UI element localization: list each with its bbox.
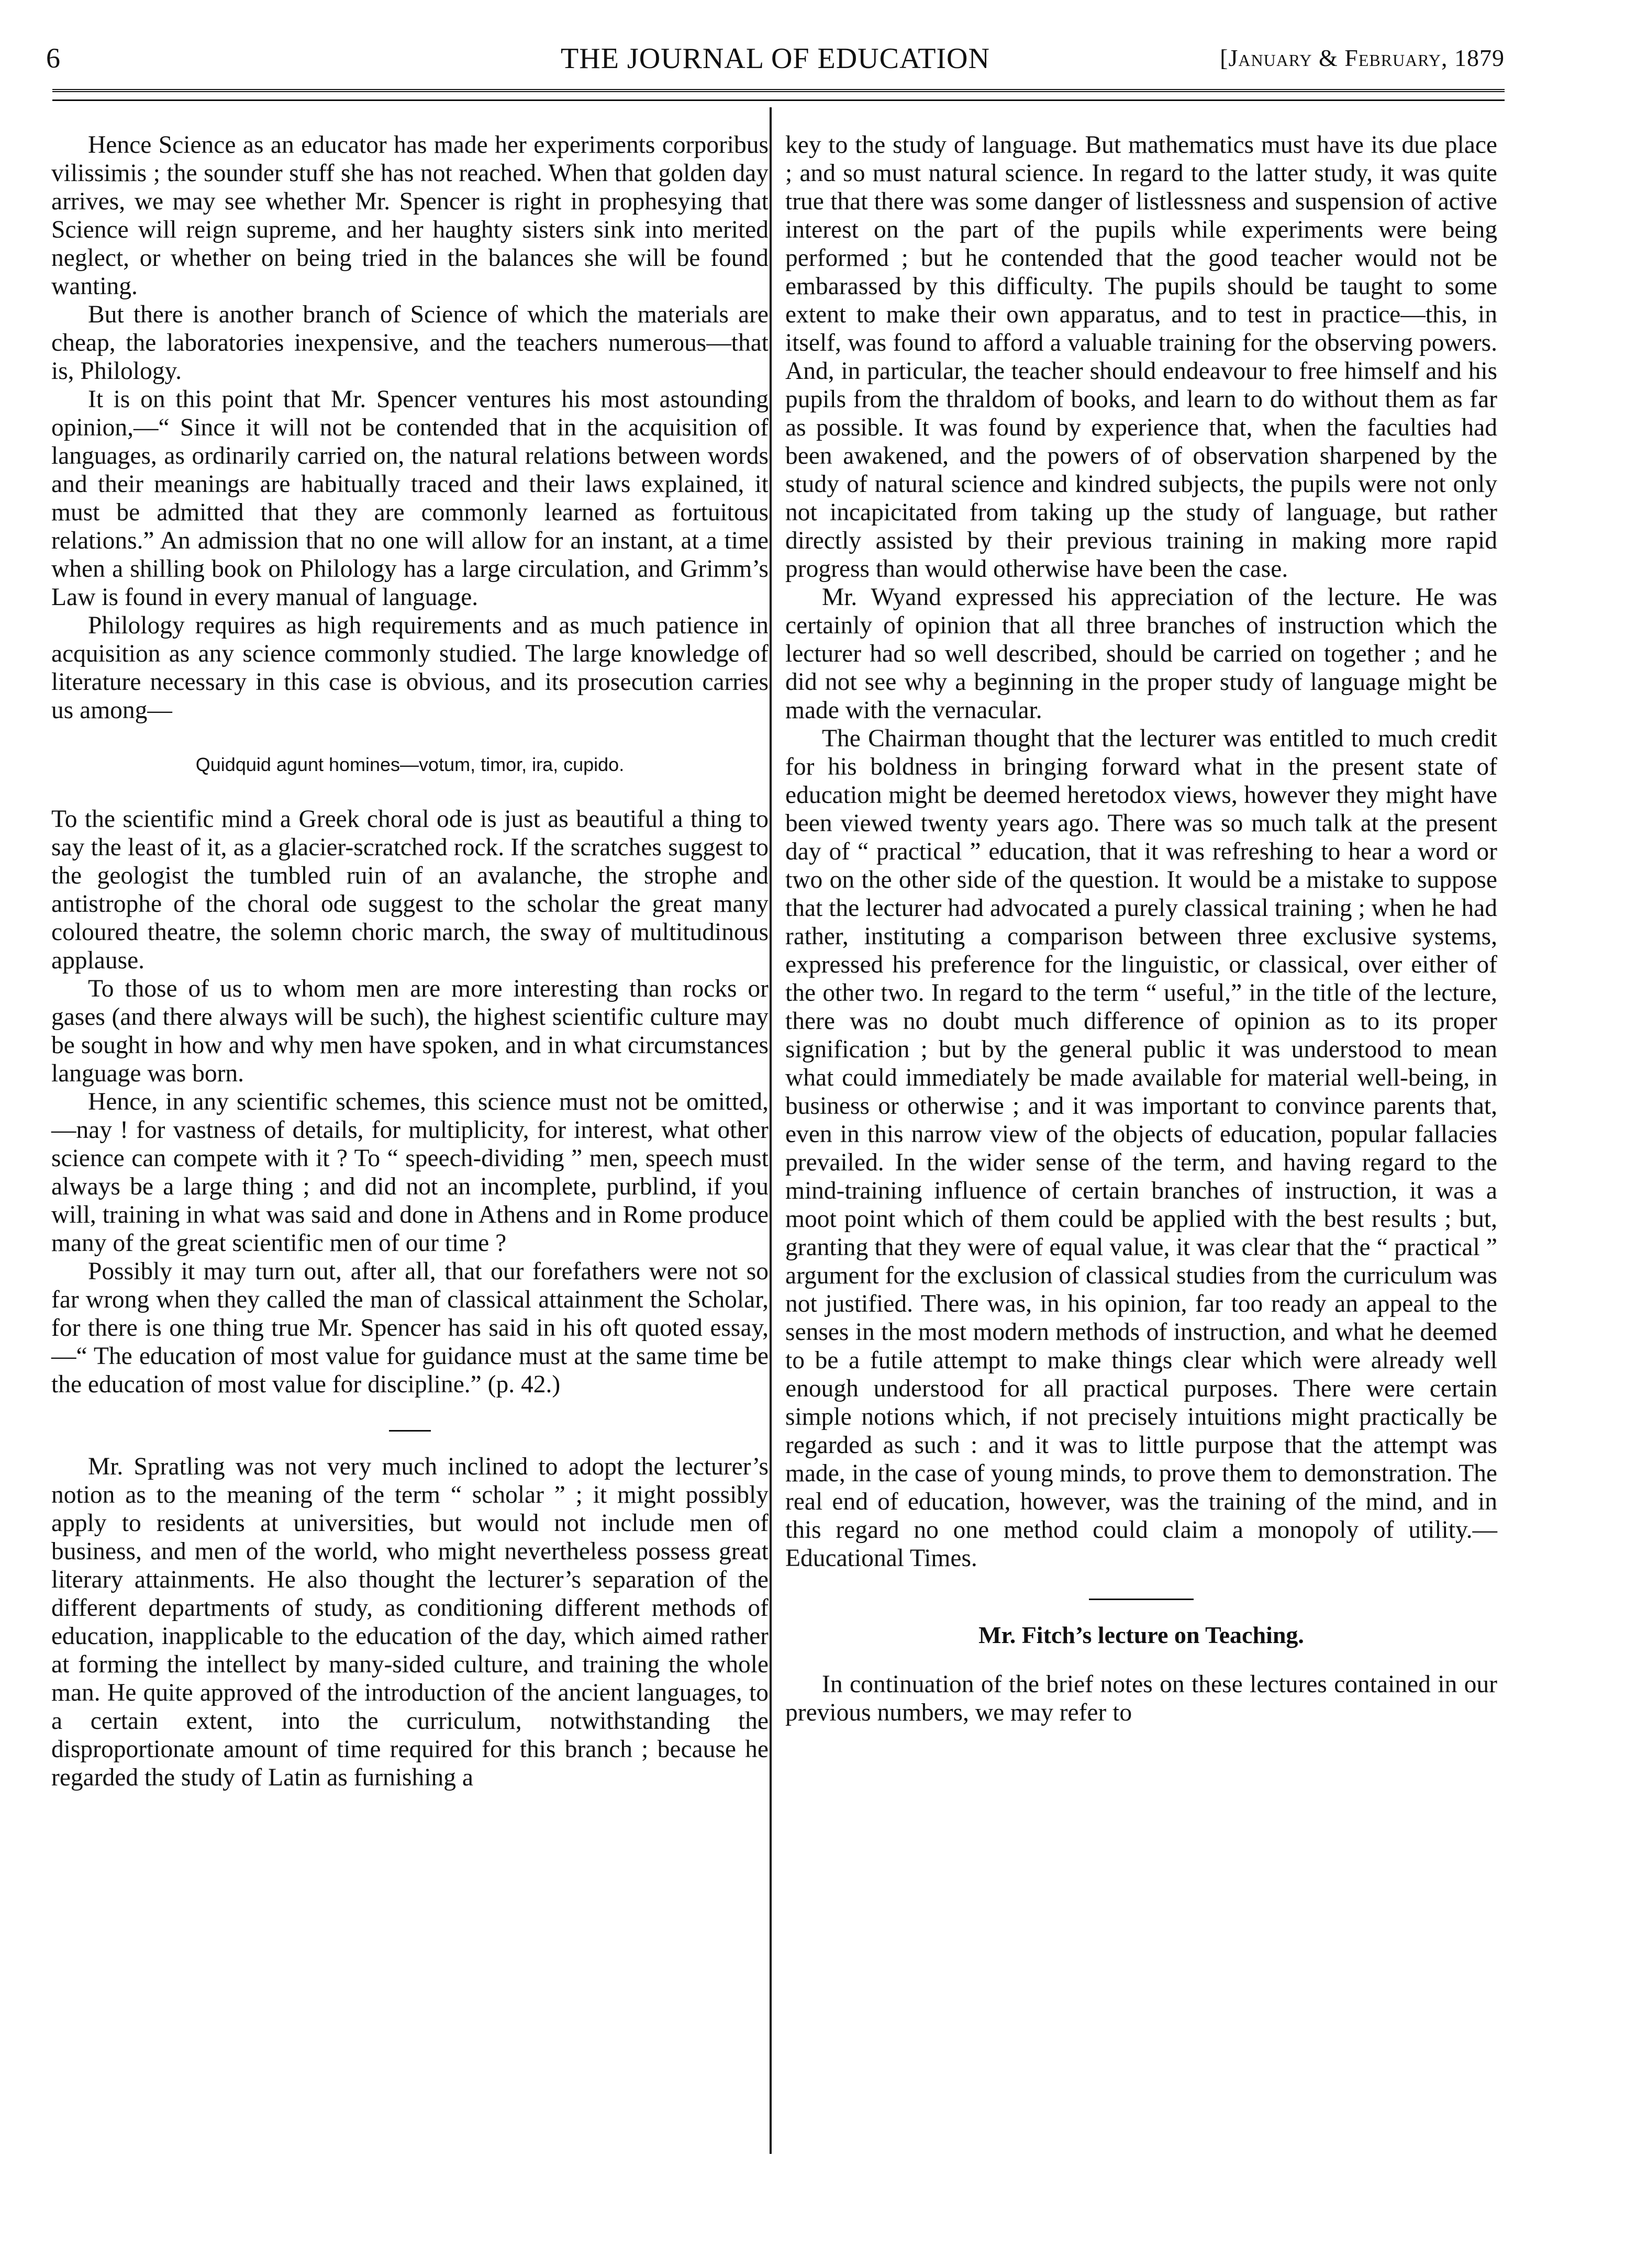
header-rule-secondary bbox=[52, 99, 1505, 101]
page-header bbox=[46, 42, 1505, 84]
section-heading: Mr. Fitch’s lecture on Teaching. bbox=[978, 1622, 1304, 1648]
paragraph: Possibly it may turn out, after all, that our forefathers were not so far wrong when they called the man of classical attainment the Scholar, for there is one thing true Mr. Spencer has said in his oft quoted essay,—“ The education of most value for guidance must at the same time be the education of most value for discipline.” (p. 42.) bbox=[51, 1258, 769, 1398]
paragraph: To those of us to whom men are more interesting than rocks or gases (and there always will be such), the highest scientific culture may be sought in how and why men have spoken, and in what circumstances language was born. bbox=[51, 975, 769, 1087]
paragraph: Hence, in any scientific schemes, this science must not be omitted,—nay ! for vastness of details, for multiplicity, for interest, what other science can compete with it ? To “ speech-dividing ” men, speech must always be a large thing ; and did not an incomplete, purblind, if you will, training in what was said and done in Athens and in Rome produce many of the great scientific men of our time ? bbox=[51, 1088, 769, 1257]
paragraph: key to the study of language. But mathematics must have its due place ; and so must natural science. In regard to the latter study, it was quite true that there was some danger of listlessness and suspension of active interest on the part of the pupils while experiments were being performed ; but he contended that the good teacher would not be embarassed by this difficulty. The pupils should be taught to some extent to make their own apparatus, and to test in practice—this, in itself, was found to afford a valuable training for the observing powers. And, in particular, the teacher should endeavour to free himself and his pupils from the thraldom of books, and learn to do without them as far as possible. It was found by experience that, when the faculties had been awakened, and the powers of of observation sharpened by the study of natural science and kindred subjects, the pupils were not only not incapicitated from taking up the study of language, but rather directly assisted by their previous training in making more rapid progress than would otherwise have been the case. bbox=[785, 131, 1497, 583]
section-separator bbox=[389, 1430, 431, 1432]
right-column bbox=[785, 131, 1497, 1727]
section-separator bbox=[1089, 1599, 1194, 1600]
paragraph: Mr. Spratling was not very much inclined to adopt the lecturer’s notion as to the meaning of the term “ scholar ” ; it might possibly apply to residents at universities, but would not include men of business, and men of the world, who might nevertheless possess great literary attainments. He also thought the lecturer’s separation of the different departments of study, as conditioning different methods of education, inapplicable to the education of the day, which aimed rather at forming the intellect by many-sided culture, and training the whole man. He quite approved of the introduction of the ancient languages, to a certain extent, into the curriculum, notwithstanding the disproportionate amount of time required for this branch ; because he regarded the study of Latin as furnishing a bbox=[51, 1453, 769, 1791]
paragraph: In continuation of the brief notes on these lectures contained in our previous numbers, we may refer to bbox=[785, 1671, 1497, 1726]
paragraph: The Chairman thought that the lecturer was entitled to much credit for his boldness in bringing forward what in the present state of education might be deemed heretodox views, however they might have been viewed twenty years ago. There was so much talk at the present day of “ practical ” education, that it was refreshing to hear a word or two on the other side of the question. It would be a mistake to suppose that the lecturer had advocated a purely classical training ; when he had rather, instituting a comparison between three exclusive systems, expressed his preference for the linguistic, or classical, over either of the other two. In regard to the term “ useful,” in the title of the lecture, there was no doubt much difference of opinion as to its proper signification ; but by the general public it was understood to mean what could immediately be made available for material well-being, in business or otherwise ; and it was important to convince parents that, even in this narrow view of the objects of education, popular fallacies prevailed. In the wider sense of the term, and having regard to the mind-training influence of certain branches of instruction, it was a moot point which of them could be applied with the best results ; but, granting that they were of equal value, it was clear that the “ practical ” argument for the exclusion of classical studies from the curriculum was not justified. There was, in his opinion, far too ready an appeal to the senses in the most modern methods of instruction, and what he deemed to be a futile attempt to make things clear which were already well enough understood for all practical purposes. There were certain simple notions which, if not precisely intuitions might practically be regarded as such : and it was to little purpose that the attempt was made, in the case of young minds, to prove them to demonstration. The real end of education, however, was the training of the mind, and in this regard no one method could claim a monopoly of utility.—Educational Times. bbox=[785, 725, 1497, 1572]
journal-title: THE JOURNAL OF EDUCATION bbox=[561, 42, 990, 75]
latin-quote: Quidquid agunt homines—votum, timor, ira, cupido. bbox=[195, 754, 625, 775]
paragraph: Mr. Wyand expressed his appreciation of the lecture. He was certainly of opinion that all three branches of instruction which the lecturer had so well described, should be carried on together ; and he did not see why a beginning in the proper study of language might be made with the vernacular. bbox=[785, 584, 1497, 724]
paragraph: To the scientific mind a Greek choral ode is just as beautiful a thing to say the least of it, as a glacier-scratched rock. If the scratches suggest to the geologist the tumbled ruin of an avalanche, the strophe and antistrophe of the choral ode suggest to the scholar the great many coloured theatre, the solemn choric march, the sway of multitudinous applause. bbox=[51, 806, 769, 974]
paragraph: Hence Science as an educator has made her experiments corporibus vilissimis ; the sounder stuff she has not reached. When that golden day arrives, we may see whether Mr. Spencer is right in prophesying that Science will reign supreme, and her haughty sisters sink into merited neglect, or whether on being tried in the balances she will be found wanting. bbox=[51, 131, 769, 300]
paragraph: But there is another branch of Science of which the materials are cheap, the laboratories inexpensive, and the teachers numerous—that is, Philology. bbox=[51, 301, 769, 385]
paragraph: It is on this point that Mr. Spencer ventures his most astounding opinion,—“ Since it will not be contended that in the acquisition of languages, as ordinarily carried on, the natural relations between words and their meanings are habitually traced and their laws explained, it must be admitted that they are commonly learned as fortuitous relations.” An admission that no one will allow for an instant, at a time when a shilling book on Philology has a large circulation, and Grimm’s Law is found in every manual of language. bbox=[51, 386, 769, 611]
page-number: 6 bbox=[46, 42, 60, 74]
issue-date: [January & February, 1879 bbox=[1220, 44, 1505, 71]
paragraph: Philology requires as high requirements and as much patience in acquisition as any science commonly studied. The large knowledge of literature necessary in this case is obvious, and its prosecution carries us among— bbox=[51, 612, 769, 724]
left-column bbox=[51, 131, 769, 1792]
column-divider bbox=[770, 107, 772, 2154]
header-rule bbox=[52, 89, 1505, 92]
